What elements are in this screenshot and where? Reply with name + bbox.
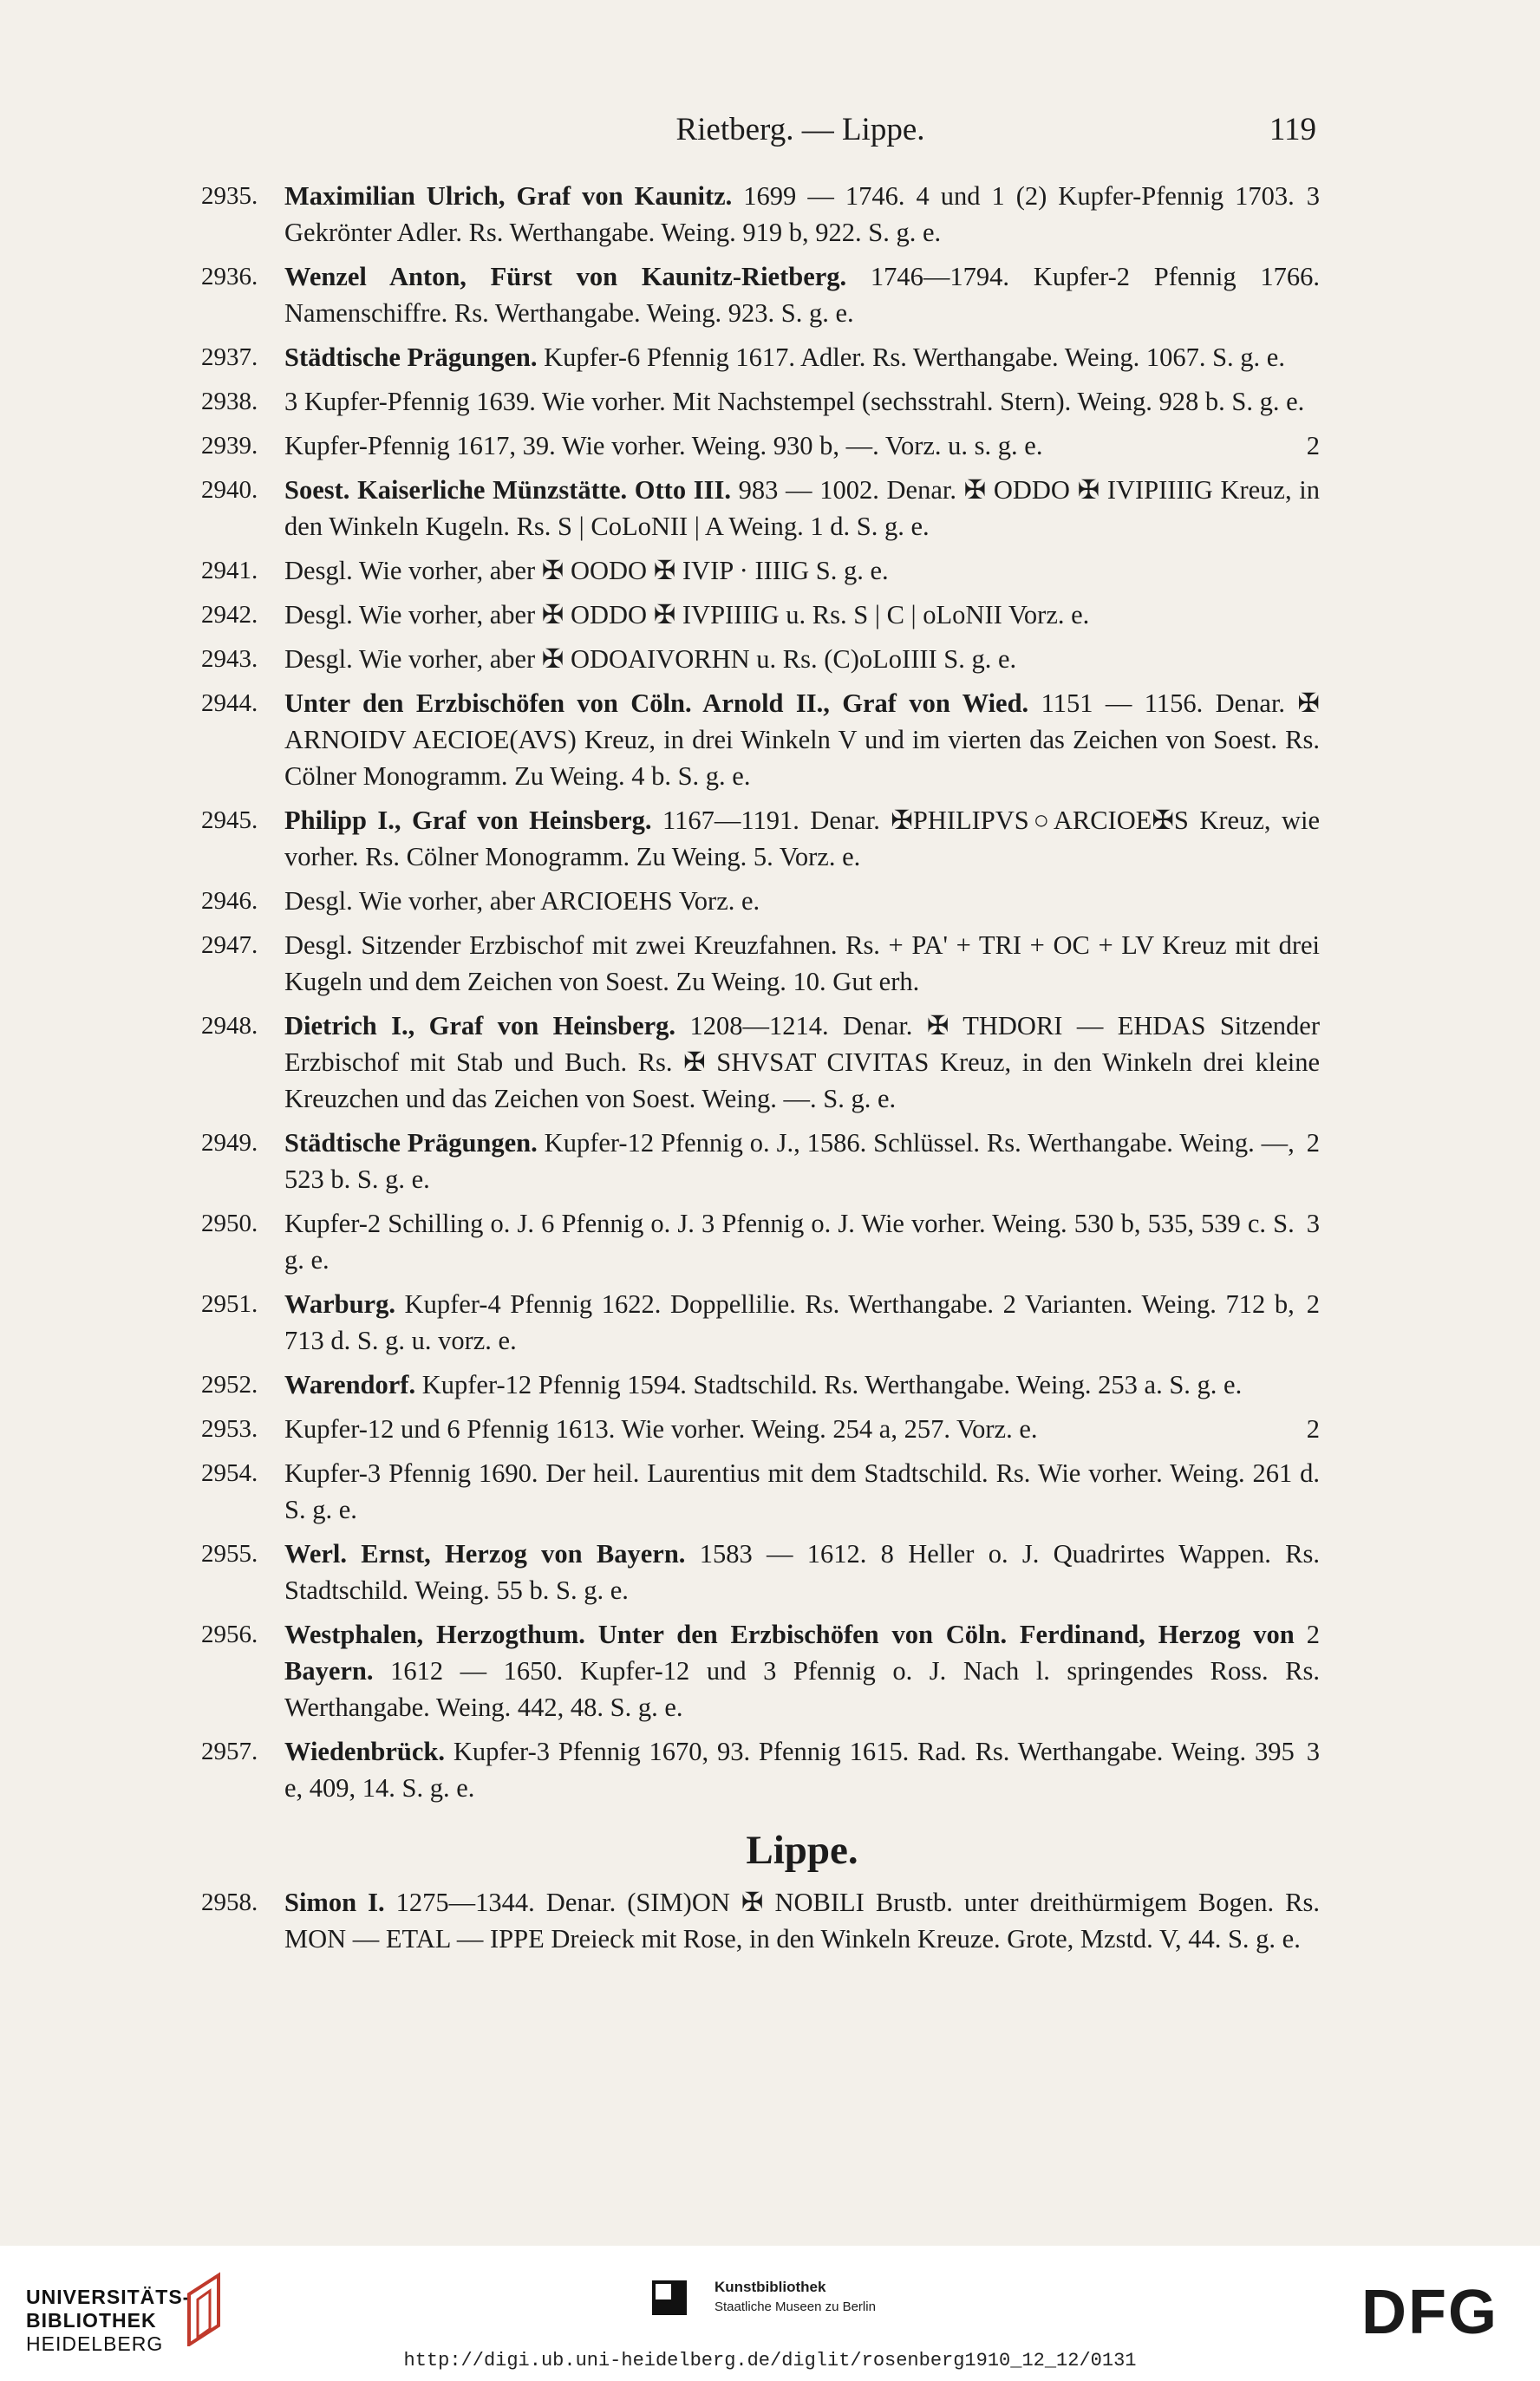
entry-text: 3 Kupfer-Pfennig 1639. Wie vorher. Mit Nachstempel (sechsstrahl. Stern). Weing. 928 b. S. g. e. [284,387,1305,416]
logo-line-1: UNIVERSITÄTS- [26,2286,191,2308]
entry-number: 2943. [201,645,258,673]
entry-heading: Städtische Prägungen. [284,342,538,372]
entry-heading: Dietrich I., Graf von Heinsberg. [284,1011,676,1040]
catalog-entry [201,178,1320,251]
entry-text: 1612 — 1650. Kupfer-12 und 3 Pfennig o. J. Nach l. springendes Ross. Rs. Werthangabe. Weing. 442, 48. S. g. e. [284,1656,1320,1722]
entry-number: 2947. [201,931,258,959]
entry-text: 1746—1794. Kupfer-2 Pfennig 1766. Namenschiffre. Rs. Werthangabe. Weing. 923. S. g. e. [284,262,1320,328]
entry-number: 2952. [201,1371,258,1399]
entry-heading: Wenzel Anton, Fürst von Kaunitz-Rietberg. [284,262,847,291]
entry-list [201,178,1320,1965]
catalog-entry [201,883,1320,919]
entry-heading: Städtische Prägungen. [284,1128,538,1158]
entry-price: 2 [1306,431,1320,460]
entry-number: 2939. [201,432,258,460]
kb-square-icon [652,2280,687,2315]
catalog-entry [201,258,1320,331]
catalog-entry [201,1367,1320,1403]
entry-number: 2949. [201,1129,258,1157]
entry-text: 1275—1344. Denar. (SIM)ON ✠ NOBILI Brustb. unter dreithürmigem Bogen. Rs. MON — ETAL — IPPE Dreieck mit Rose, in den Winkeln Kreuze. Grote, Mzstd. V, 44. S. g. e. [284,1888,1320,1954]
entry-number: 2948. [201,1012,258,1040]
entry-text: Kupfer-Pfennig 1617, 39. Wie vorher. Weing. 930 b, —. Vorz. u. s. g. e. [284,431,1043,460]
catalog-entry [201,1733,1320,1806]
entry-heading: Simon I. [284,1888,385,1917]
entry-number: 2941. [201,557,258,584]
entry-number: 2958. [201,1888,258,1916]
entry-number: 2944. [201,689,258,717]
entry-heading: Warburg. [284,1289,395,1319]
catalog-entry [201,1286,1320,1359]
entry-text: Kupfer-3 Pfennig 1690. Der heil. Laurentius mit dem Stadtschild. Rs. Wie vorher. Weing. 261 d. S. g. e. [284,1458,1320,1524]
entry-heading: Wiedenbrück. [284,1737,446,1766]
entry-text: 1151 — 1156. Denar. ✠ ARNOIDV AECIOE(AVS) Kreuz, in drei Winkeln V und im vierten das Zeichen von Soest. Rs. Cölner Monogramm. Zu Weing. 4 b. S. g. e. [284,688,1320,791]
logo-line-3: HEIDELBERG [26,2332,164,2355]
footer [0,2246,1540,2381]
entry-number: 2956. [201,1621,258,1648]
running-head [284,111,1316,154]
catalog-entry [201,1008,1320,1117]
entry-text: Kupfer-3 Pfennig 1670, 93. Pfennig 1615. Rad. Rs. Werthangabe. Weing. 395 e, 409, 14. S. g. e. [284,1737,1295,1803]
catalog-entry [201,1205,1320,1278]
entry-price: 2 [1306,1289,1320,1319]
entry-heading: Warendorf. [284,1370,416,1399]
catalog-entry [201,1884,1320,1957]
catalog-entry [201,641,1320,677]
library-mark-icon [184,2272,227,2346]
entry-text: Desgl. Wie vorher, aber ✠ ODDO ✠ IVPIIIIG u. Rs. S | C | oLoNII Vorz. e. [284,600,1090,629]
entry-number: 2957. [201,1738,258,1765]
catalog-entry [201,472,1320,545]
entry-heading: Soest. Kaiserliche Münzstätte. Otto III. [284,475,731,505]
entry-heading: Philipp I., Graf von Heinsberg. [284,806,652,835]
entry-text: 983 — 1002. Denar. ✠ ODDO ✠ IVIPIIIIG Kreuz, in den Winkeln Kugeln. Rs. S | CoLoNII | A Weing. 1 d. S. g. e. [284,475,1320,541]
entry-text: Desgl. Wie vorher, aber ARCIOEHS Vorz. e. [284,886,760,916]
catalog-entry [201,1125,1320,1197]
catalog-entry [201,802,1320,875]
entry-text: 1167—1191. Denar. ✠PHILIPVS○ARCIOE✠S Kreuz, wie vorher. Rs. Cölner Monogramm. Zu Weing. 5. Vorz. e. [284,806,1321,871]
entry-text: Kupfer-4 Pfennig 1622. Doppellilie. Rs. Werthangabe. 2 Varianten. Weing. 712 b, 713 d. S. g. u. vorz. e. [284,1289,1295,1355]
catalog-entry [201,1616,1320,1725]
entry-price: 3 [1306,1737,1320,1766]
entry-number: 2938. [201,388,258,415]
dfg-logo[interactable]: DFG [1361,2278,1498,2347]
entry-text: Kupfer-12 Pfennig 1594. Stadtschild. Rs. Werthangabe. Weing. 253 a. S. g. e. [415,1370,1243,1399]
catalog-entry [201,685,1320,794]
catalog-entry [201,427,1320,464]
catalog-entry [201,552,1320,589]
kb-subtitle: Staatliche Museen zu Berlin [715,2299,876,2314]
entry-heading: Westphalen, Herzogthum. Unter den Erzbischöfen von Cöln. Ferdinand, Herzog von Bayern. [284,1620,1295,1686]
entry-text: Desgl. Wie vorher, aber ✠ ODOAIVORHN u. Rs. (C)oLoIIII S. g. e. [284,644,1017,674]
catalog-entry [201,1411,1320,1447]
entry-heading: Werl. Ernst, Herzog von Bayern. [284,1539,686,1569]
entry-text: Kupfer-12 Pfennig o. J., 1586. Schlüssel. Rs. Werthangabe. Weing. —, 523 b. S. g. e. [284,1128,1295,1194]
section-heading: Lippe. [746,1828,858,1873]
university-library-logo[interactable] [26,2272,251,2358]
entry-text: Kupfer-12 und 6 Pfennig 1613. Wie vorher. Weing. 254 a, 257. Vorz. e. [284,1414,1038,1444]
entry-price: 2 [1306,1128,1320,1158]
entry-number: 2946. [201,887,258,915]
entry-text: Desgl. Sitzender Erzbischof mit zwei Kreuzfahnen. Rs. + PA' + TRI + OC + LV Kreuz mit drei Kugeln und dem Zeichen von Soest. Zu Weing. 10. Gut erh. [284,930,1320,996]
running-title: Rietberg. — Lippe. [675,112,925,147]
page-number: 119 [1269,112,1316,147]
entry-price: 2 [1306,1414,1320,1444]
catalog-entry [201,339,1320,375]
entry-price: 3 [1306,181,1320,211]
entry-number: 2937. [201,343,258,371]
catalog-entry [201,1536,1320,1608]
entry-number: 2940. [201,476,258,504]
logo-line-2: BIBLIOTHEK [26,2309,157,2332]
entry-number: 2936. [201,263,258,290]
catalog-entry [201,383,1320,420]
permalink-url[interactable]: http://digi.ub.uni-heidelberg.de/diglit/rosenberg1910_12_12/0131 [403,2350,1137,2371]
entry-number: 2935. [201,182,258,210]
entry-text: 1583 — 1612. 8 Heller o. J. Quadrirtes Wappen. Rs. Stadtschild. Weing. 55 b. S. g. e. [284,1539,1320,1605]
kunstbibliothek-logo[interactable] [652,2270,930,2331]
entry-heading: Maximilian Ulrich, Graf von Kaunitz. [284,181,733,211]
entry-number: 2955. [201,1540,258,1568]
entry-text: Desgl. Wie vorher, aber ✠ OODO ✠ IVIP · IIIIG S. g. e. [284,556,889,585]
catalog-entry [201,1455,1320,1528]
entry-text: Kupfer-6 Pfennig 1617. Adler. Rs. Werthangabe. Weing. 1067. S. g. e. [537,342,1285,372]
entry-price: 2 [1306,1620,1320,1649]
entry-number: 2951. [201,1290,258,1318]
entry-price: 3 [1306,1209,1320,1238]
catalog-entry [201,927,1320,1000]
kb-title: Kunstbibliothek [715,2279,826,2295]
entry-number: 2953. [201,1415,258,1443]
entry-number: 2950. [201,1210,258,1237]
entry-heading: Unter den Erzbischöfen von Cöln. Arnold II., Graf von Wied. [284,688,1029,718]
entry-number: 2945. [201,806,258,834]
entry-text: Kupfer-2 Schilling o. J. 6 Pfennig o. J. 3 Pfennig o. J. Wie vorher. Weing. 530 b, 535, 539 c. S. g. e. [284,1209,1295,1275]
entry-text: 1208—1214. Denar. ✠ THDORI — EHDAS Sitzender Erzbischof mit Stab und Buch. Rs. ✠ SHVSAT CIVITAS Kreuz, in den Winkeln drei kleine Kreuzchen und das Zeichen von Soest. Weing. —. S. g. e. [284,1011,1320,1113]
entry-number: 2942. [201,601,258,629]
catalog-entry [201,597,1320,633]
entry-text: 1699 — 1746. 4 und 1 (2) Kupfer-Pfennig 1703. Gekrönter Adler. Rs. Werthangabe. Weing. 919 b, 922. S. g. e. [284,181,1295,247]
entry-number: 2954. [201,1459,258,1487]
